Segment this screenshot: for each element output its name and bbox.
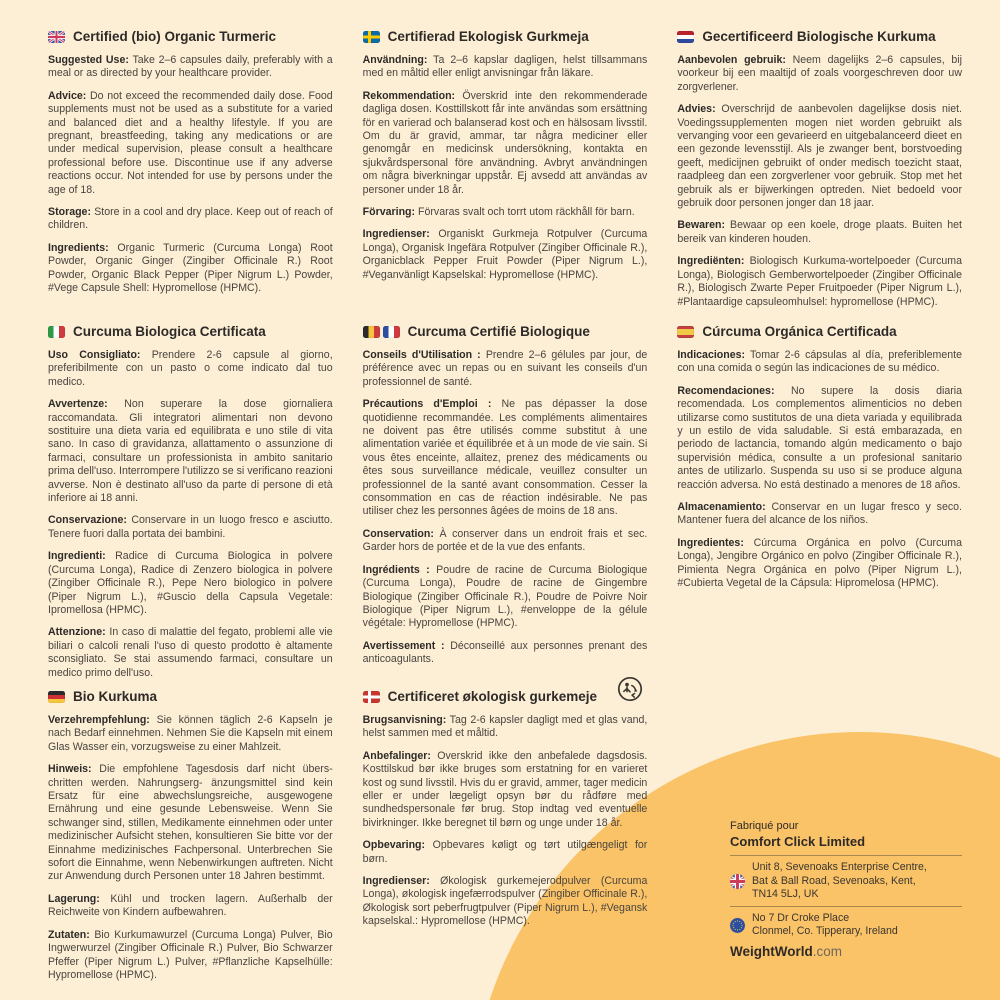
section-paragraph bbox=[48, 714, 333, 754]
section-paragraph bbox=[677, 219, 962, 246]
paragraph-text: Sie können täglich 2-6 Kapseln je nach Bedarf einnehmen. Nehmen Sie die Kapseln mit einem Glas Wasser ein, vorzugsweise zu einer Mahlzeit. bbox=[48, 714, 333, 753]
uk-flag-icon bbox=[730, 874, 745, 889]
dk-flag-icon bbox=[363, 691, 380, 703]
it-flag-icon bbox=[48, 326, 65, 338]
paragraph-text: Poudre de racine de Curcuma Biologique (Curcuma Longa), Poudre de racine de Gingembre Biologique (Zingiber Officinale R.), Poudre de Poivre Noir Biologique (Piper Nigrum L.), #enveloppe de la gélule végétale: Hypromellose (HPMC). bbox=[362, 563, 648, 630]
paragraph-text: Överskrid inte den rekommenderade dagliga dosen. Kosttillskott får inte användas som ersättning för en varierad och balanserad kost och en hälsosam livsstil. Om du är gravid, ammar, tar några mediciner eller genomgår en medicinsk undersökning, kontakta en sjukvårdspersonal före användning. Avbryt användningen om några biverkningar uppstår. Ej avsedd att användas av personer under 18 år. bbox=[362, 89, 648, 196]
divider bbox=[730, 906, 962, 907]
paragraph-label: Lagerung: bbox=[48, 892, 100, 905]
section-title-text: Certifierad Ekologisk Gurkmeja bbox=[387, 29, 589, 44]
paragraph-label: Verzehrempfehlung: bbox=[48, 714, 150, 726]
website-url bbox=[730, 944, 962, 959]
paragraph-text: Tag 2-6 kapsler dagligt med et glas vand, helst sammen med et måltid. bbox=[362, 714, 648, 740]
section-paragraph bbox=[363, 54, 648, 81]
section-paragraph bbox=[48, 893, 333, 920]
paragraph-label: Opbevaring: bbox=[362, 839, 426, 852]
address-line: No 7 Dr Croke Place bbox=[751, 911, 850, 924]
section-title-text: Certified (bio) Organic Turmeric bbox=[73, 29, 277, 44]
paragraph-text: Neem dagelijks 2–6 capsules, bij voorkeur bij een maaltijd of zoals voorgeschreven door uw zorgverlener. bbox=[677, 54, 962, 93]
paragraph-label: Conseils d'Utilisation : bbox=[362, 349, 481, 361]
paragraph-label: Indicaciones: bbox=[677, 349, 746, 361]
section-paragraph bbox=[677, 103, 962, 210]
paragraph-text: Non superare la dose giornaliera raccomandata. Gli integratori alimentari non devono sostituire una dieta varia ed equilibrata e uno stile di vita sano. In caso di gravidanza, allattamento o assunzione di farmaci, consultare un professionista in ambito sanitario prima dell'uso. Interrompere l'utilizzo se si verificano reazioni avverse. Non è destinato all'uso da parte di persone di età inferiore ai 18 anni. bbox=[48, 398, 333, 505]
paragraph-label: Conservation: bbox=[362, 527, 434, 540]
section-paragraph bbox=[677, 54, 962, 94]
footer-cell bbox=[677, 688, 962, 991]
section-paragraph bbox=[363, 875, 648, 929]
section-title-text: Bio Kurkuma bbox=[73, 689, 158, 704]
section-paragraph bbox=[48, 90, 333, 197]
label-section-en bbox=[48, 28, 333, 323]
section-paragraph bbox=[48, 763, 333, 884]
section-title-sv bbox=[363, 28, 648, 45]
label-section-nl bbox=[677, 28, 962, 323]
paragraph-label: Recomendaciones: bbox=[677, 384, 775, 397]
flag-group bbox=[363, 31, 380, 43]
paragraph-text: In caso di malattie del fegato, problemi alle vie biliari o calcoli renali l'uso di questo prodotto è altamente sconsigliato. Se stai assumendo farmaci, consultare un medico primo dell'uso. bbox=[48, 626, 333, 679]
flag-group bbox=[363, 691, 380, 703]
paragraph-label: Suggested Use: bbox=[48, 54, 129, 66]
paragraph-text: Overschrijd de aanbevolen dagelijkse dosis niet. Voedingssupplementen mogen niet worden gebruikt als vervanging voor een gevarieerd en uitgebalanceerd dieet en een gezonde levensstijl. Als je zwanger bent, borstvoeding geeft, medicijnen gebruikt of onder medisch toezicht staat, raadpleeg dan een zorgverlener voor gebruik. Stop met het gebruik als er bijwerkingen optreden. Niet bedoeld voor gebruik door personen jonger dan 18 jaar. bbox=[677, 103, 962, 210]
address-line: Bat & Ball Road, Sevenoaks, Kent, bbox=[751, 874, 916, 887]
paragraph-label: Rekommendation: bbox=[362, 89, 456, 102]
paragraph-text: Ta 2–6 kapslar dagligen, helst tillsammans med en måltid eller enligt anvisningar från läkare. bbox=[362, 54, 648, 80]
section-paragraph bbox=[363, 714, 648, 741]
section-paragraph bbox=[48, 626, 333, 680]
paragraph-label: Avertissement : bbox=[362, 639, 445, 652]
eu-address bbox=[752, 912, 898, 938]
paragraph-label: Förvaring: bbox=[362, 206, 416, 219]
paragraph-text: Organic Turmeric (Curcuma Longa) Root Powder, Organic Ginger (Zingiber Officinale R.) Root Powder, Organic Black Pepper (Piper Nigrum L.) Powder, #Vege Capsule Shell: Hypromellose (HPMC). bbox=[48, 241, 333, 295]
paragraph-text: Bewaar op een koele, droge plaats. Buiten het bereik van kinderen houden. bbox=[677, 219, 962, 245]
eu-flag-icon bbox=[730, 918, 745, 933]
section-paragraph bbox=[677, 385, 962, 492]
label-section-de bbox=[48, 688, 333, 991]
section-paragraph bbox=[48, 206, 333, 233]
label-section-da bbox=[363, 688, 648, 991]
paragraph-label: Avvertenze: bbox=[48, 398, 108, 411]
divider bbox=[730, 855, 962, 856]
paragraph-label: Ingrediënten: bbox=[677, 255, 745, 268]
flag-group bbox=[48, 31, 65, 43]
paragraph-text: Conservar en un lugar fresco y seco. Mantener fuera del alcance de los niños. bbox=[677, 501, 962, 527]
section-paragraph bbox=[48, 54, 333, 81]
section-paragraph bbox=[363, 564, 648, 631]
flag-group bbox=[677, 326, 694, 338]
section-title-text: Gecertificeerd Biologische Kurkuma bbox=[702, 29, 936, 44]
paragraph-label: Ingredienser: bbox=[362, 228, 430, 241]
fr-flag-icon bbox=[383, 326, 400, 338]
section-title-fr bbox=[363, 323, 648, 340]
paragraph-label: Attenzione: bbox=[48, 626, 106, 639]
manufacturer-info-block bbox=[730, 819, 962, 991]
paragraph-text: Biologisch Kurkuma-wortelpoeder (Curcuma Longa), Biologisch Gemberwortelpoeder (Zingiber Officinale R.), Biologisch Zwarte Peper Fruitpoeder (Piper Nigrum L.), #Plantaardige capsuleomhulsel: hypromellose (HPMC). bbox=[677, 255, 962, 308]
paragraph-text: Overskrid ikke den anbefalede dagsdosis. Kosttilskud bør ikke bruges som erstatning for en varieret kost og sund livsstil. Hvis du er gravid, ammer, tager medicin eller er under lægeligt opsyn bør du rådføre med sundhedspersonale før brug. Stop indtag ved eventuelle bivirkninger. Ikke beregnet til børn og unge under 18 år. bbox=[362, 749, 648, 829]
paragraph-text: Förvaras svalt och torrt utom räckhåll för barn. bbox=[418, 206, 635, 219]
flag-group bbox=[677, 31, 694, 43]
section-paragraph bbox=[48, 398, 333, 505]
section-paragraph bbox=[677, 501, 962, 528]
label-section-sv bbox=[363, 28, 648, 323]
de-flag-icon bbox=[48, 691, 65, 703]
flag-group bbox=[48, 691, 65, 703]
label-section-fr bbox=[363, 323, 648, 688]
paragraph-label: Ingredients: bbox=[48, 241, 109, 254]
uk-address-row bbox=[730, 861, 962, 901]
paragraph-text: Prendre 2–6 gélules par jour, de préférence avec un repas ou en suivant les conseils d'un professionnel de santé. bbox=[362, 349, 648, 388]
paragraph-label: Uso Consigliato: bbox=[48, 349, 141, 361]
paragraph-text: Prendere 2-6 capsule al giorno, preferibilmente con un pasto o come indicato dal tuo medico. bbox=[48, 349, 333, 388]
paragraph-text: Kühl und trocken lagern. Außerhalb der Reichweite von Kindern aufbewahren. bbox=[48, 892, 333, 919]
paragraph-label: Aanbevolen gebruik: bbox=[677, 54, 786, 66]
paragraph-label: Ingredienser: bbox=[362, 875, 430, 888]
paragraph-text: Die empfohlene Tagesdosis darf nicht übers- chritten werden. Nahrungserg- änzungsmittel sind kein Ersatz für eine abwechslungsreiche, ausgewogene Ernährung und eine gesunde Lebensweise. Wenn Sie schwanger sind, stillen, Medikamente einnehmen oder unter medizinischer Aufsicht stehen, konsultieren Sie bitte vor der Einnahme medizinisches Fachpersonal. Unterbrechen Sie sofort die Einnahme, wenn Nebenwirkungen auftreten. Nicht zur Anwendung durch Personen unter 18 Jahren bestimmt. bbox=[48, 763, 333, 883]
section-paragraph bbox=[363, 398, 648, 519]
section-paragraph bbox=[48, 929, 333, 983]
section-title-nl bbox=[677, 28, 962, 45]
paragraph-label: Almacenamiento: bbox=[677, 501, 766, 514]
paragraph-label: Bewaren: bbox=[677, 219, 726, 232]
section-paragraph bbox=[48, 514, 333, 541]
website-brand: WeightWorld bbox=[729, 944, 813, 960]
paragraph-label: Hinweis: bbox=[48, 763, 92, 776]
section-paragraph bbox=[677, 255, 962, 309]
paragraph-text: Déconseillé aux personnes prenant des anticoagulants. bbox=[362, 639, 648, 666]
paragraph-label: Användning: bbox=[362, 54, 428, 66]
section-title-text: Cúrcuma Orgánica Certificada bbox=[702, 324, 897, 339]
section-title-text: Certificeret økologisk gurkemeje bbox=[387, 689, 597, 704]
flag-group bbox=[48, 326, 65, 338]
paragraph-label: Précautions d'Emploi : bbox=[362, 398, 492, 411]
section-title-de bbox=[48, 688, 333, 705]
paragraph-label: Ingrédients : bbox=[362, 563, 430, 576]
section-title-da bbox=[363, 688, 648, 705]
section-title-it bbox=[48, 323, 333, 340]
paragraph-label: Anbefalinger: bbox=[362, 749, 431, 762]
section-paragraph bbox=[363, 349, 648, 389]
paragraph-text: No supere la dosis diaria recomendada. Los complementos alimenticios no deben utilizarse como sustitutos de una dieta variada y equilibrada y un estilo de vida saludable. Si está embarazada, en periodo de lactancia, tomando algún medicamento o bajo supervisión médica, consulte a un profesional sanitario antes de utilizarlo. Suspenda su uso si se produce alguna reacción adversa. No está destinado a menores de 18 años. bbox=[677, 384, 962, 491]
be-flag-icon bbox=[363, 326, 380, 338]
section-paragraph bbox=[363, 528, 648, 555]
es-flag-icon bbox=[677, 326, 694, 338]
section-title-text: Curcuma Biologica Certificata bbox=[73, 324, 266, 339]
section-paragraph bbox=[677, 349, 962, 376]
section-paragraph bbox=[363, 750, 648, 830]
section-title-es bbox=[677, 323, 962, 340]
paragraph-label: Ingredientes: bbox=[677, 536, 744, 549]
paragraph-text: Conservare in un luogo fresco e asciutto. Tenere fuori dalla portata dei bambini. bbox=[48, 514, 333, 540]
paragraph-label: Conservazione: bbox=[48, 514, 127, 527]
label-section-es bbox=[677, 323, 962, 688]
uk-flag-icon bbox=[48, 31, 65, 43]
eu-address-row bbox=[730, 912, 962, 938]
company-name: Comfort Click Limited bbox=[729, 834, 866, 850]
label-section-it bbox=[48, 323, 333, 688]
paragraph-text: Take 2–6 capsules daily, preferably with a meal or as directed by your healthcare provider. bbox=[48, 54, 333, 80]
flag-group bbox=[363, 326, 400, 338]
paragraph-label: Brugsanvisning: bbox=[362, 714, 447, 726]
website-suffix: .com bbox=[812, 944, 842, 960]
section-paragraph bbox=[677, 537, 962, 591]
section-paragraph bbox=[48, 242, 333, 296]
section-title-text: Curcuma Certifié Biologique bbox=[407, 324, 590, 339]
address-line: TN14 5LJ, UK bbox=[751, 887, 819, 900]
section-paragraph bbox=[363, 839, 648, 866]
section-title-en bbox=[48, 28, 333, 45]
paragraph-text: Do not exceed the recommended daily dose. Food supplements must not be used as a substitute for a varied and balanced diet and a healthy lifestyle. If you are pregnant, breastfeeding, taking any medications or are under medical supervision, please consult a healthcare professional before use. Discontinue use if any adverse reactions occur. Not intended for use by persons under the age of 18. bbox=[48, 89, 333, 196]
section-paragraph bbox=[363, 640, 648, 667]
section-paragraph bbox=[48, 349, 333, 389]
paragraph-text: Økologisk gurkemejerodpulver (Curcuma Longa), økologisk ingefærrodspulver (Zingiber Officinale R.), Økologisk sort peberfrugtpulver (Piper Nigrum L.), #Vegansk kapselskal.: Hypromellose (HPMC). bbox=[362, 875, 648, 928]
section-paragraph bbox=[48, 550, 333, 617]
paragraph-text: Radice di Curcuma Biologica in polvere (Curcuma Longa), Radice di Zenzero biologica in polvere (Zingiber Officinale R.), Pepe Nero biologico in polvere (Piper Nigrum L.), #Guscio della Capsula Vegetale: Ipromellosa (HPMC). bbox=[48, 550, 333, 616]
paragraph-label: Ingredienti: bbox=[48, 550, 106, 563]
address-line: Clonmel, Co. Tipperary, Ireland bbox=[751, 925, 898, 938]
paragraph-label: Advies: bbox=[677, 103, 716, 116]
uk-address bbox=[752, 861, 927, 901]
made-for-label: Fabriqué pour bbox=[729, 820, 799, 833]
section-paragraph bbox=[363, 206, 648, 219]
paragraph-text: Bio Kurkumawurzel (Curcuma Longa) Pulver, Bio Ingwerwurzel (Zingiber Officinale R.) Pulver, Bio Schwarzer Pfeffer (Piper Nigrum L.) Pulver, #Pflanzliche Kapselhülle: Hypromellose (HPMC). bbox=[48, 928, 333, 981]
paragraph-label: Storage: bbox=[48, 206, 91, 219]
section-paragraph bbox=[363, 90, 648, 197]
paragraph-text: Opbevares køligt og tørt utilgængeligt for børn. bbox=[362, 839, 648, 865]
address-line: Unit 8, Sevenoaks Enterprise Centre, bbox=[751, 861, 927, 874]
paragraph-text: Organiskt Gurkmeja Rotpulver (Curcuma Longa), Organisk Ingefära Rotpulver (Zingiber Officinale R.), Organicblack Pepper Fruit Powder (Piper Nigrum L.), #Veganvänligt Kapselskal: Hypromellose (HPMC). bbox=[362, 228, 648, 281]
paragraph-label: Zutaten: bbox=[48, 928, 90, 941]
paragraph-text: Tomar 2-6 cápsulas al día, preferiblemente con una comida o según las indicaciones de su médico. bbox=[677, 349, 962, 375]
paragraph-text: Ne pas dépasser la dose quotidienne recommandée. Les compléments alimentaires ne doivent pas être utilisés comme substitut à une alimentation variée et équilibrée et à un mode de vie sain. Si vous êtes enceinte, allaitez, prenez des médicaments ou êtes sous surveillance médicale, veuillez consulter un professionnel de la santé avant consommation. Cesser la consommation en cas de réaction indésirable. Ne pas utiliser chez les personnes âgées de moins de 18 ans. bbox=[362, 398, 648, 518]
paragraph-text: Store in a cool and dry place. Keep out of reach of children. bbox=[48, 206, 333, 232]
paragraph-text: Cúrcuma Orgánica en polvo (Curcuma Longa), Jengibre Orgánico en polvo (Zingiber Officinale R.), Pimienta Negra Orgánica en polvo (Piper Nigrum L.), #Cubierta Vegetal de la Cápsula: Hipromelosa (HPMC). bbox=[677, 536, 962, 590]
nl-flag-icon bbox=[677, 31, 694, 43]
paragraph-label: Advice: bbox=[48, 89, 87, 102]
section-paragraph bbox=[363, 228, 648, 282]
paragraph-text: À conserver dans un endroit frais et sec. Garder hors de portée et de la vue des enfants. bbox=[362, 527, 648, 554]
se-flag-icon bbox=[363, 31, 380, 43]
